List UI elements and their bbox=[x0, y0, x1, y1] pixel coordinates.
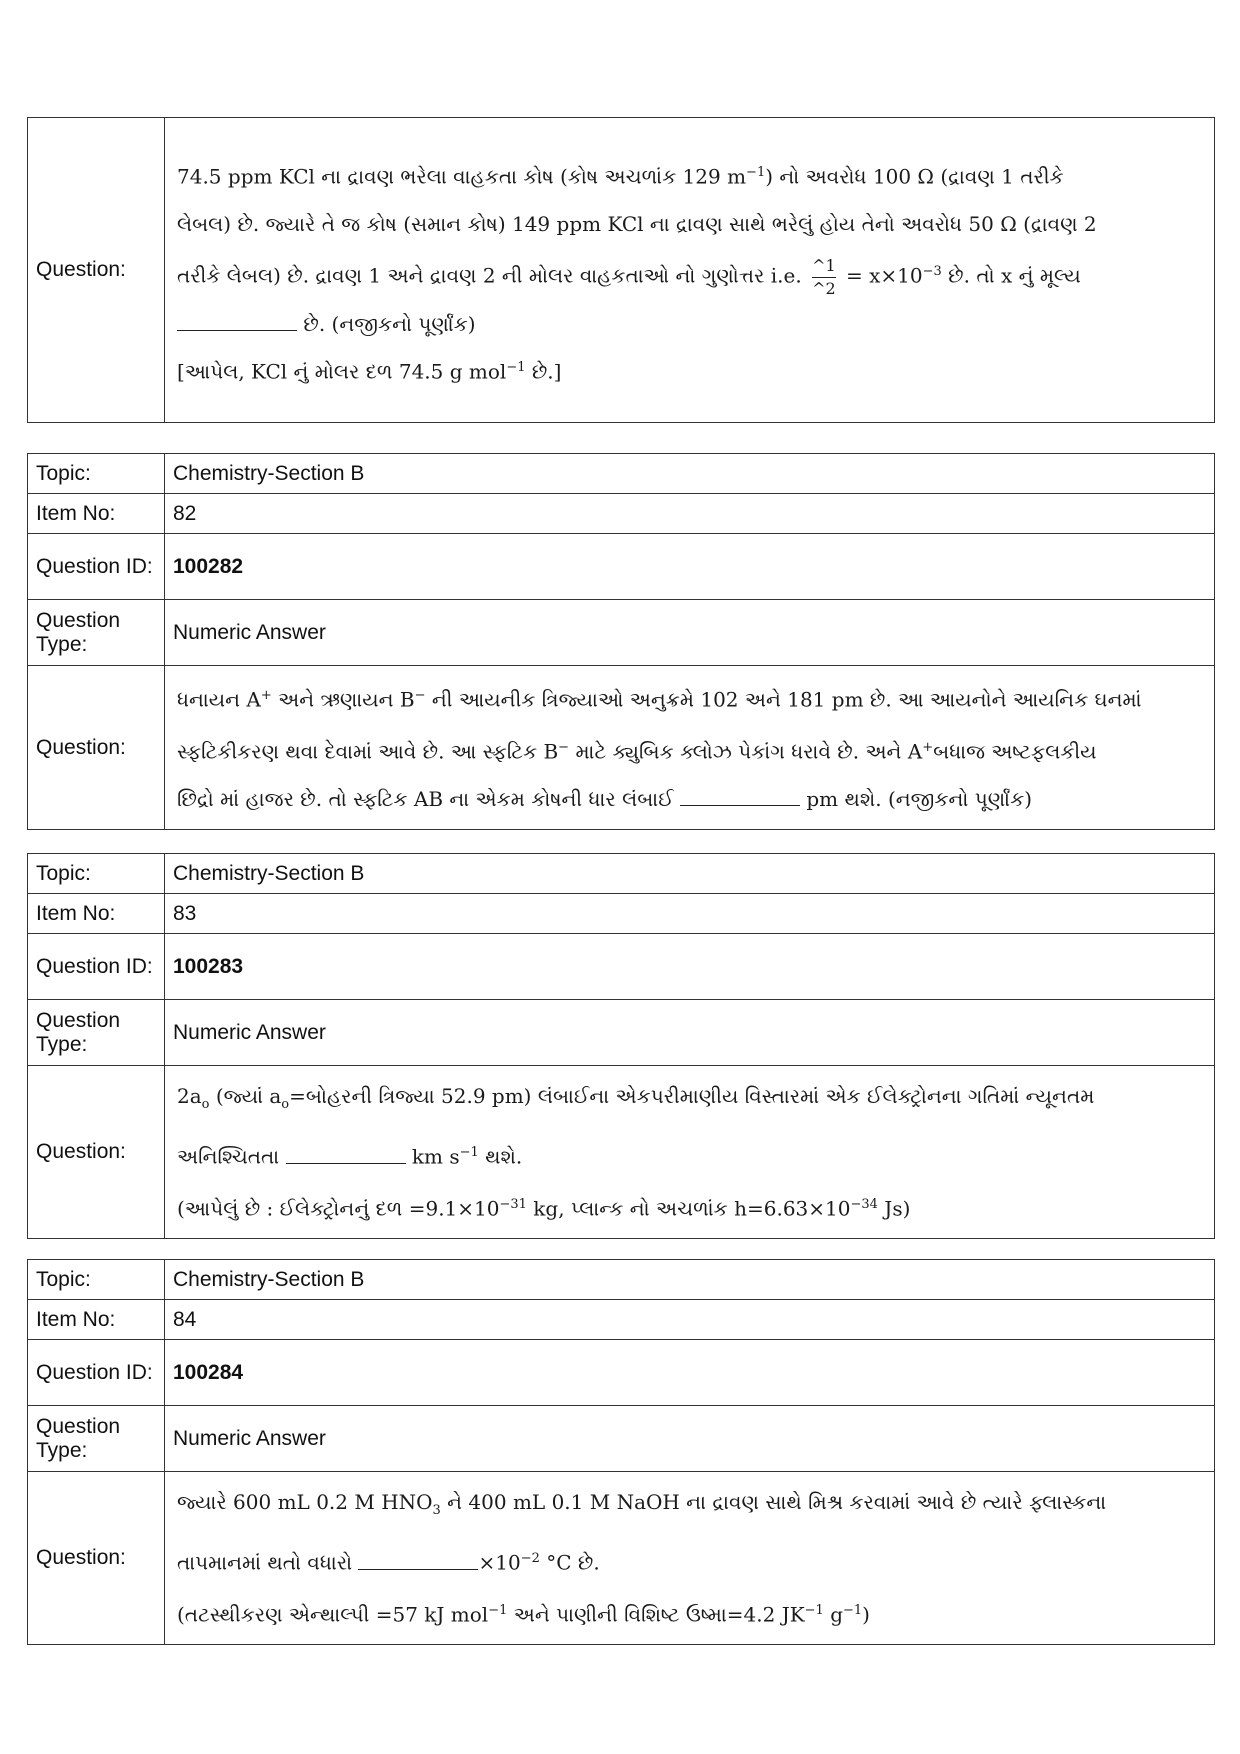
question-label: Question: bbox=[28, 1472, 165, 1645]
question-id-value: 100282 bbox=[165, 534, 1215, 600]
question-type-label: Question Type: bbox=[28, 600, 165, 666]
question-id-value: 100283 bbox=[165, 934, 1215, 1000]
item-no-value: 84 bbox=[165, 1300, 1215, 1340]
item-no-label: Item No: bbox=[28, 894, 165, 934]
question-type-value: Numeric Answer bbox=[165, 1000, 1215, 1066]
item-no-value: 82 bbox=[165, 494, 1215, 534]
question-id-label: Question ID: bbox=[28, 534, 165, 600]
answer-blank bbox=[177, 308, 297, 331]
question-text: $2a_o$ (જ્યાં $a_o=બોહરની$ ત્રિજ્યા 52.9 pm) લંબાઈના એકપરીમાણીય વિસ્તારમાં એક ઈલેક્ટ્રોનના ગતિમાં ન્યૂનતમ અનિશ્ચિતતા km $s^{-1}$ થશે. (આપેલું છે : ઈલેક્ટ્રોનનું દળ $=9.1\times 10^{-31}$ kg, પ્લાન્ક નો અચળાંક $h=6.63\times 10^{-34}$ Js) bbox=[165, 1066, 1215, 1239]
item-no-value: 83 bbox=[165, 894, 1215, 934]
question-label: Question: bbox=[28, 1066, 165, 1239]
question-type-value: Numeric Answer bbox=[165, 600, 1215, 666]
question-type-label: Question Type: bbox=[28, 1406, 165, 1472]
topic-value: Chemistry-Section B bbox=[165, 454, 1215, 494]
answer-blank bbox=[286, 1141, 406, 1164]
question-block-84 bbox=[27, 1259, 1215, 1645]
item-no-label: Item No: bbox=[28, 1300, 165, 1340]
answer-blank bbox=[358, 1547, 478, 1570]
topic-label: Topic: bbox=[28, 854, 165, 894]
question-text: ધનાયન A+ અને ઋણાયન B− ની આયનીક ત્રિજ્યાઓ અનુક્રમે 102 અને 181 pm છે. આ આયનોને આયનિક ઘનમાં સ્ફટિકીકરણ થવા દેવામાં આવે છે. આ સ્ફટિક B− માટે ક્યુબિક ક્લોઝ પેકાંગ ધરાવે છે. અને A+બધાજ અષ્ટફલકીય છિદ્રો માં હાજર છે. તો સ્ફટિક AB ના એકમ કોષની ધાર લંબાઈ pm થશે. (નજીકનો પૂર્ણાંક) bbox=[165, 666, 1215, 830]
question-block-82 bbox=[27, 453, 1215, 830]
topic-value: Chemistry-Section B bbox=[165, 854, 1215, 894]
question-type-label: Question Type: bbox=[28, 1000, 165, 1066]
question-block-81 bbox=[27, 117, 1215, 423]
topic-value: Chemistry-Section B bbox=[165, 1260, 1215, 1300]
question-label: Question: bbox=[28, 666, 165, 830]
question-type-value: Numeric Answer bbox=[165, 1406, 1215, 1472]
answer-blank bbox=[680, 783, 800, 806]
topic-label: Topic: bbox=[28, 454, 165, 494]
question-text: જ્યારે 600 mL 0.2 M $HNO_3$ ને 400 mL 0.1 M NaOH ના દ્રાવણ સાથે મિશ્ર કરવામાં આવે છે ત્યારે ફ્લાસ્કના તાપમાનમાં થતો વધારો $\times 10^{-2}$ °C છે. (તટસ્થીકરણ એન્થાલ્પી =57 kJ mol$^{-1}$ અને પાણીની વિશિષ્ટ ઉષ્મા=4.2 $JK^{-1}$ $g^{-1}$) bbox=[165, 1472, 1215, 1645]
ratio-fraction: $\frac{\^{}1}{\^{}2}$ bbox=[812, 255, 836, 298]
question-id-value: 100284 bbox=[165, 1340, 1215, 1406]
question-text: 74.5 ppm KCl ના દ્રાવણ ભરેલા વાહકતા કોષ (કોષ અચળાંક 129 $m^{-1}$) નો અવરોધ 100 Ω (દ્રાવણ 1 તરીકે લેબલ) છે. જ્યારે તે જ કોષ (સમાન કોષ) 149 ppm KCl ના દ્રાવણ સાથે ભરેલું હોય તેનો અવરોધ 50 Ω (દ્રાવણ 2 તરીકે લેબલ) છે. દ્રાવણ 1 અને દ્રાવણ 2 ની મોલર વાહકતાઓ નો ગુણોત્તર i.e. $\frac{\^{}1}{\^{}2}$ = $x\times 10^{-3}$ છે. તો x નું મૂલ્ય છે. (નજીકનો પૂર્ણાંક) [આપેલ, KCl નું મોલર દળ 74.5 g mol$^{-1}$ છે.] bbox=[165, 118, 1215, 423]
topic-label: Topic: bbox=[28, 1260, 165, 1300]
question-block-83 bbox=[27, 853, 1215, 1239]
item-no-label: Item No: bbox=[28, 494, 165, 534]
question-label: Question: bbox=[28, 118, 165, 423]
question-id-label: Question ID: bbox=[28, 934, 165, 1000]
question-id-label: Question ID: bbox=[28, 1340, 165, 1406]
